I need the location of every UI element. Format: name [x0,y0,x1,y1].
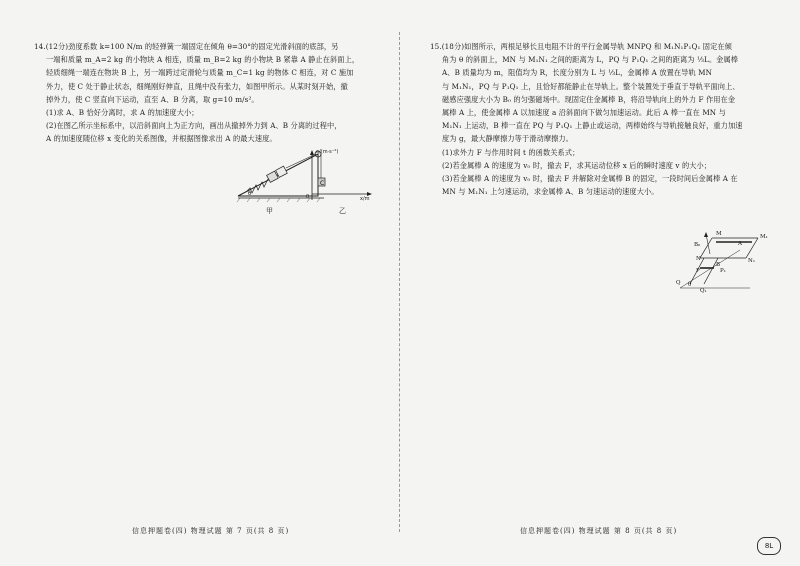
q14-line: A 的加速度随位移 x 变化的关系图像，并根据图像求出 A 的最大速度。 [46,134,277,144]
figure-jia-caption: 甲 [266,207,273,215]
label-n: N [696,256,701,262]
q14-line: 外力，使 C 处于静止状态，细绳刚好伸直，且绳中没有张力，如图甲所示。从某时刻开始，撤 [46,81,348,91]
q15-line: MN 与 M₁N₁ 上匀速运动，求金属棒 A、B 匀速运动的速度大小。 [442,187,659,197]
q15-line: 磁感应强度大小为 B₀ 的匀强磁场中。现固定住金属棒 B，将沿导轨向上的外力 F 作用在金 [442,94,736,104]
label-theta-rails: θ [688,282,692,288]
figure-rails [670,228,790,298]
label-m: M [716,231,722,237]
q14-line: 轻质细绳一端连在物块 B 上，另一端跨过定滑轮与质量 m_C=1 kg 的物体 C 相连，对 C 施加 [46,68,354,78]
label-c: C [320,180,325,187]
q15-line: 角为 θ 的斜面上，MN 与 M₁N₁ 之间的距离为 L，PQ 与 P₁Q₁ 之间的距离为 ⅓L。金属棒 [442,55,739,65]
question-15-text [430,40,775,198]
q15-line: A、B 质量均为 m，阻值均为 R，长度分别为 L 与 ⅓L，金属棒 A 放置在导轨 MN [442,68,712,78]
label-b: B [716,262,721,268]
q15-line: (3)若金属棒 A 的速度为 v₀ 时，撤去 F 并解除对金属棒 B 的固定，一段时间后金属棒 A 在 [442,174,738,184]
q15-line: 15.(18分)如图所示，两根足够长且电阻不计的平行金属导轨 MNPQ 和 M₁N₁P₁Q₁ 固定在倾 [430,42,732,51]
q14-line: 一端和质量 m_A=2 kg 的小物块 A 相连，质量 m_B=2 kg 的小物块 B 紧靠 A 静止在斜面上， [46,55,360,65]
label-p1: P₁ [720,268,726,274]
q14-line: (2)在图乙所示坐标系中，以沿斜面向上为正方向，画出从撤掉外力到 A、B 分离的过程中， [46,121,342,131]
label-a: A [738,241,742,247]
q15-line: 度为 g，最大静摩擦力等于滑动摩擦力。 [442,134,573,144]
q15-line: M₁N₁ 上运动，B 棒一直在 PQ 与 P₁Q₁ 上静止或运动，两棒始终与导轨接触良好，重力加速 [442,121,743,131]
label-n1: N₁ [748,258,756,264]
q15-line: (2)若金属棒 A 的速度为 v₀ 时，撤去 F，求其运动位移 x 后的瞬时速度 v 的大小； [442,160,712,170]
label-p: P [696,268,700,274]
label-theta: θ [248,191,252,197]
page-badge: 8L [757,537,781,555]
label-q: Q [676,280,681,286]
q15-line: 与 M₁N₁，PQ 与 P₁Q₁ 上，且恰好都能静止在导轨上。整个装置处于垂直于导轨平面向上、 [442,81,740,91]
left-page-footer: 信息押题卷(四) 物理试题 第 7 页(共 8 页) [132,527,290,535]
right-page-footer: 信息押题卷(四) 物理试题 第 8 页(共 8 页) [520,527,678,535]
axis-y-label: a/(m·s⁻²) [316,149,339,155]
axis-origin: 0 [306,194,310,200]
question-14-text [34,40,384,146]
q14-line: 14.(12分)劲度系数 k=100 N/m 的轻弹簧一端固定在倾角 θ=30°的固定光滑斜面的底部，另 [34,42,339,51]
label-q1: Q₁ [700,288,707,294]
figure-yi-caption: 乙 [339,207,346,215]
q15-line: 属棒 A 上，使金属棒 A 以加速度 a 沿斜面向下做匀加速运动。此后 A 棒一直在 MN 与 [442,108,726,118]
axis-x-label: x/m [360,196,370,202]
q14-line: (1)求 A、B 恰好分离时，求 A 的加速度大小； [46,108,199,118]
label-m1: M₁ [760,234,768,240]
q15-line: (1)求外力 F 与作用时间 t 的函数关系式； [442,147,580,157]
right-page [400,0,800,566]
q14-line: 掉外力，使 C 竖直向下运动，直至 A、B 分离，取 g=10 m/s²。 [46,94,259,104]
label-b0: B₀ [694,242,701,248]
